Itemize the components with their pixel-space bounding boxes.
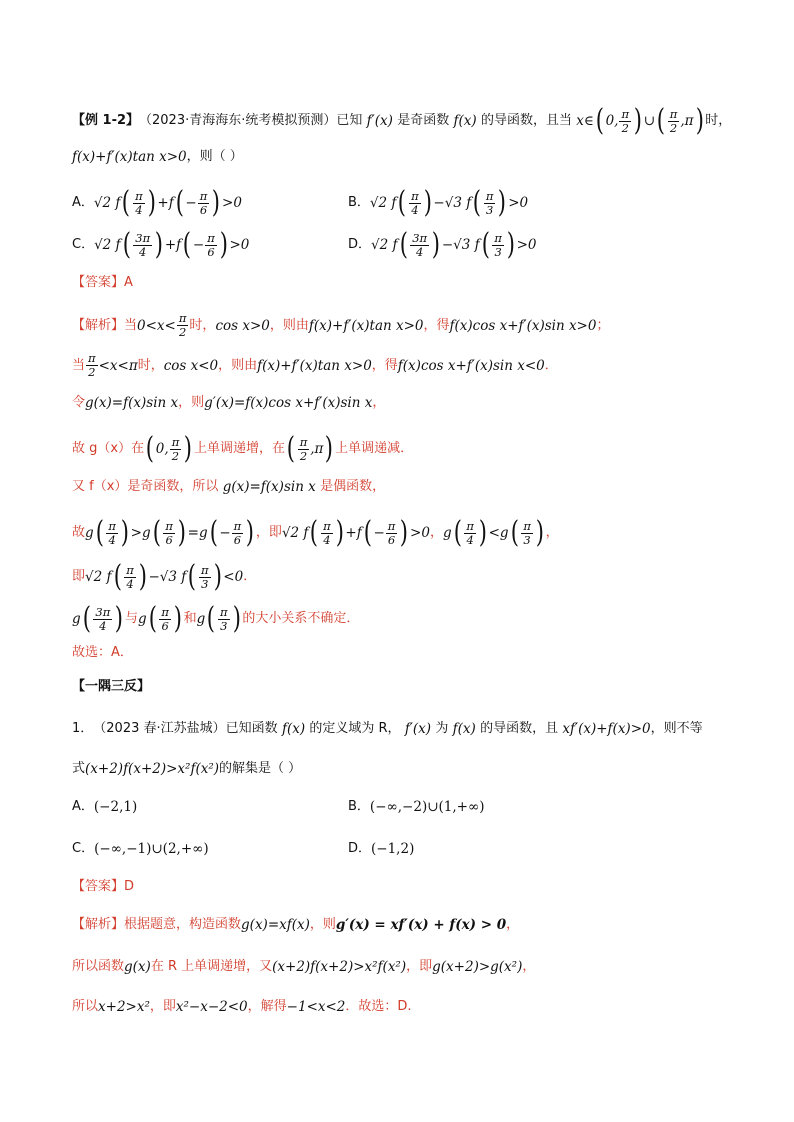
analysis-text: 和 <box>183 611 197 626</box>
p1-analysis-text: ，即 <box>406 959 433 974</box>
problem1-text: 式 <box>72 761 86 776</box>
analysis-text: 故 <box>72 525 86 540</box>
example-option-b: B． √2 f ( $\frac{\pi}{4}$ ) −√3 f ( $\frac{\pi}{3}$ ) >0 <box>348 185 529 220</box>
analysis-text: 时， <box>189 317 216 333</box>
p1-analysis-text: ，即 <box>149 999 176 1014</box>
problem1-analysis-line3: 所以 x+2>x² ，即 x²−x−2<0 ，解得 −1<x<2 ．故选：D. <box>72 996 412 1018</box>
analysis-text: ． <box>544 357 558 373</box>
section-title-text: 【一隅三反】 <box>72 679 151 694</box>
problem1-option-a <box>72 796 137 818</box>
p1-analysis-text: 所以函数 <box>72 959 125 974</box>
p1-analysis-text: 在 R 上单调递增，又 <box>150 959 273 974</box>
problem1-stem-line1: 1． （2023 春·江苏盐城） 已知函数 f(x) 的定义域为 R， f′(x) 为 f(x) 的导函数，且 xf′(x)+f(x)>0 ，则不等 <box>72 718 703 740</box>
example-answer <box>72 272 133 294</box>
analysis-text: ． <box>243 569 257 584</box>
problem1-text: 已知函数 <box>225 721 278 736</box>
analysis-label: 【解析】 <box>72 317 125 333</box>
analysis-text: ，得 <box>371 357 398 373</box>
analysis-text: ； <box>596 317 610 333</box>
problem1-text: 的导函数，且 <box>480 721 559 736</box>
problem1-text: 的定义域为 R， <box>309 721 401 736</box>
example-stem-line1: 【例 1-2】 （2023·青海海东·统考模拟预测） 已知 f′(x) 是奇函数 f(x) 的导函数，且当 x∈ ( 0, $\frac{\pi}{2}$ ) ∪ ( $\frac{\pi}{2}$ ,π ) 时， <box>72 103 732 138</box>
analysis-text: 即 <box>72 569 86 584</box>
analysis-text: 是偶函数， <box>320 479 386 494</box>
analysis-line1: 【解析】 当 0<x< $\frac{\pi}{2}$ 时， cos x>0 ，则由 f(x)+f′(x)tan x>0 ，得 f(x)cos x+f′(x)sin x>0 ； <box>72 311 610 339</box>
stem-line2: ，则（ ） <box>186 149 243 164</box>
p1-answer-value: D <box>124 879 135 894</box>
p1-analysis-text: 所以 <box>72 999 99 1014</box>
analysis-line2: 当 $\frac{\pi}{2}$ <x<π 时， cos x<0 ，则由 f(x)+f′(x)tan x>0 ，得 f(x)cos x+f′(x)sin x<0 ． <box>72 351 558 379</box>
stem-text-d: 时， <box>705 113 732 128</box>
analysis-line4: 故 g（x）在 ( 0, $\frac{\pi}{2}$ ) 上单调递增，在 ( $\frac{\pi}{2}$ ,π ) 上单调递减． <box>72 431 414 466</box>
example-source: （2023·青海海东·统考模拟预测） <box>139 113 337 128</box>
analysis-text: ， <box>545 525 559 540</box>
analysis-line7: 即 √2 f ( $\frac{\pi}{4}$ ) −√3 f ( $\frac{\pi}{3}$ ) <0 ． <box>72 559 257 594</box>
analysis-text: ，则由 <box>269 317 309 333</box>
example-stem-line2: f(x)+f′(x)tan x>0 ，则（ ） <box>72 146 243 168</box>
analysis-text: 故 g（x）在 <box>72 441 145 456</box>
p1-option-d-label: D． <box>348 841 372 856</box>
analysis-text: 上单调递增，在 <box>193 441 285 456</box>
analysis-text: 的大小关系不确定． <box>242 611 360 626</box>
problem1-option-b <box>348 796 485 818</box>
analysis-text: ，得 <box>423 317 450 333</box>
analysis-text: ，则由 <box>218 357 258 373</box>
analysis-line8: g ( $\frac{3\pi}{4}$ ) 与 g ( $\frac{\pi}{6}$ ) 和 g ( $\frac{\pi}{3}$ ) 的大小关系不确定． <box>72 601 360 636</box>
stem-text-a: 已知 <box>336 113 363 128</box>
problem1-text: 的解集是（ ） <box>219 761 302 776</box>
analysis-text: 令 <box>72 395 86 410</box>
p1-analysis-label: 【解析】 <box>72 917 125 932</box>
p1-option-c-value: (−∞,−1)∪(2,+∞) <box>94 841 209 857</box>
answer-label: 【答案】 <box>72 275 125 290</box>
p1-option-a-label: A． <box>72 799 94 814</box>
option-b-label: B． <box>348 195 370 210</box>
analysis-text: 当 <box>72 357 86 373</box>
p1-analysis-text: ，则 <box>309 917 336 932</box>
p1-analysis-text: ， <box>522 959 536 974</box>
analysis-line5: 又 f（x）是奇函数，所以 g(x)=f(x)sin x 是偶函数， <box>72 476 385 498</box>
stem-text-b: 是奇函数 <box>397 113 450 128</box>
section-title <box>72 676 150 698</box>
problem1-option-d <box>348 838 414 860</box>
analysis-text: ， <box>372 395 386 410</box>
example-label: 【例 1-2】 <box>72 113 140 128</box>
answer-value: A <box>124 275 133 290</box>
problem1-text: 为 <box>435 721 449 736</box>
problem1-source: （2023 春·江苏盐城） <box>93 721 226 736</box>
p1-analysis-text: ．故选：D. <box>345 999 412 1014</box>
analysis-line9 <box>72 642 133 664</box>
example-option-c: C． √2 f ( $\frac{3\pi}{4}$ ) +f ( − $\frac{\pi}{6}$ ) >0 <box>72 227 250 262</box>
analysis-text: 与 <box>124 611 138 626</box>
analysis-text: 时， <box>137 357 164 373</box>
p1-answer-label: 【答案】 <box>72 879 125 894</box>
p1-option-b-label: B． <box>348 799 370 814</box>
analysis-text: 故选：A． <box>72 645 133 660</box>
analysis-line3: 令 g(x)=f(x)sin x ，则 g′(x)=f(x)cos x+f′(x)sin x ， <box>72 392 385 414</box>
analysis-text: ，则 <box>178 395 205 410</box>
example-option-a: A． √2 f ( $\frac{\pi}{4}$ ) +f ( − $\frac{\pi}{6}$ ) >0 <box>72 185 242 220</box>
problem1-text: ，则不等 <box>650 721 703 736</box>
analysis-text: ， <box>429 525 443 540</box>
problem1-number: 1． <box>72 721 94 736</box>
p1-option-b-value: (−∞,−2)∪(1,+∞) <box>369 799 485 815</box>
p1-analysis-text: ， <box>506 917 520 932</box>
option-c-label: C． <box>72 237 95 252</box>
analysis-text: 又 f（x）是奇函数，所以 <box>72 479 219 494</box>
analysis-line6: 故 g ( $\frac{\pi}{4}$ ) >g ( $\frac{\pi}{6}$ ) =g ( − $\frac{\pi}{6}$ ) ，即 √2 f ( $\frac{\pi}{4}$ ) +f ( − $\frac{\pi}{6}$ ) >0 ， g ( $\frac{\pi}{4}$ ) <g ( $\frac{\pi}{3}$ ) ， <box>72 515 559 550</box>
analysis-text: 当 <box>124 317 138 333</box>
p1-option-c-label: C． <box>72 841 95 856</box>
p1-option-d-value: (−1,2) <box>371 841 415 857</box>
option-a-label: A． <box>72 195 94 210</box>
problem1-analysis-line1: 【解析】 根据题意，构造函数 g(x)=xf(x) ，则 g′(x) = xf′(x) + f(x) > 0 ， <box>72 914 519 936</box>
analysis-text: ，即 <box>255 525 282 540</box>
p1-option-a-value: (−2,1) <box>93 799 138 815</box>
p1-analysis-text: 根据题意，构造函数 <box>124 917 242 932</box>
option-d-label: D． <box>348 237 372 252</box>
example-option-d: D． √2 f ( $\frac{3\pi}{4}$ ) −√3 f ( $\frac{\pi}{3}$ ) >0 <box>348 227 537 262</box>
stem-text-c: 的导函数，且当 <box>480 113 572 128</box>
analysis-text: 上单调递减． <box>335 441 414 456</box>
p1-analysis-text: ，解得 <box>247 999 287 1014</box>
problem1-analysis-line2: 所以函数 g(x) 在 R 上单调递增，又 (x+2)f(x+2)>x²f(x²) ，即 g(x+2)>g(x²) ， <box>72 956 535 978</box>
problem1-stem-line2: 式 (x+2)f(x+2)>x²f(x²) 的解集是（ ） <box>72 758 301 780</box>
problem1-answer <box>72 876 134 898</box>
problem1-option-c <box>72 838 209 860</box>
